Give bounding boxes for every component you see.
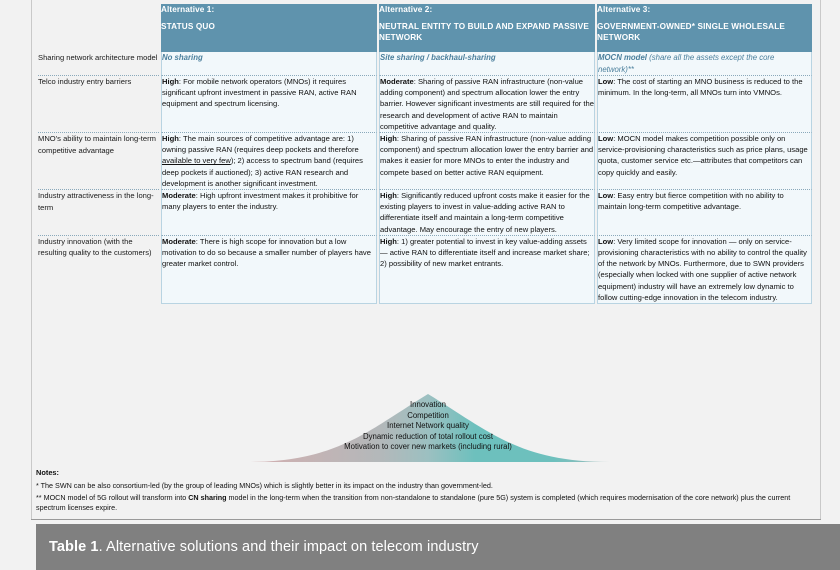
cell-body-pre: : The main sources of competitive advantage are: 1) owning passive RAN (requires deep pockets and therefore xyxy=(162,134,359,155)
cell-body: : The cost of starting an MNO business is reduced to the minimum. In the long-term, all MNOs turn into VMNOs. xyxy=(598,77,803,98)
cell-r3-c1 xyxy=(161,189,377,235)
cell-r0-c1 xyxy=(161,52,377,75)
cell-r4-c2 xyxy=(379,235,595,304)
notes-block xyxy=(36,468,820,515)
note-line-2 xyxy=(36,493,820,514)
cell-lead: High xyxy=(380,236,397,246)
table-header-row xyxy=(38,4,812,52)
caption-label: Table 1 xyxy=(49,539,99,555)
cell-r3-c2 xyxy=(379,189,595,235)
comparison-table xyxy=(36,4,814,304)
cell-body-post: ); 2) access to spectrum band (requires deep pockets if auctioned); 3) active RAN research and development is another significant investment. xyxy=(162,156,363,188)
column-header-alternative-3 xyxy=(597,4,812,52)
cell-lead: High xyxy=(162,134,179,144)
cell-r1-c1 xyxy=(161,75,377,132)
cell-lead: No sharing xyxy=(162,53,203,62)
notes-bottom-rule xyxy=(31,519,821,520)
cell-body: : There is high scope for innovation but a low motivation to do so because a smaller number of players have greater market control. xyxy=(162,236,371,269)
column-eyebrow: Alternative 3: xyxy=(597,5,651,14)
table-row xyxy=(38,132,812,189)
cell-lead: Moderate xyxy=(380,77,414,86)
cell-lead: Low xyxy=(598,236,614,246)
column-eyebrow: Alternative 1: xyxy=(161,5,215,14)
column-title: STATUS QUO xyxy=(161,22,215,31)
diagram-label-1: Competition xyxy=(407,410,449,420)
row-label-entry-barriers: Telco industry entry barriers xyxy=(38,75,159,132)
cell-r2-c2 xyxy=(379,132,595,189)
column-eyebrow: Alternative 2: xyxy=(379,5,433,14)
cell-body: : Very limited scope for innovation — only on service-provisioning characteristics with no ability to control the quality of the network by MNOs. Furthermore, due to SWN providers (especially when locked with one supplier of active network equipment) industry will have an extremely low dynamic to follow cutting-edge innovation in the telecom industry. xyxy=(598,236,807,302)
left-column-rule xyxy=(31,0,32,520)
cell-lead: Moderate xyxy=(162,191,196,201)
cell-lead: Site sharing / backhaul-sharing xyxy=(380,53,496,62)
right-column-rule xyxy=(820,0,821,520)
cell-r0-c3 xyxy=(597,52,812,75)
notes-title: Notes: xyxy=(36,468,59,477)
cell-r3-c3 xyxy=(597,189,812,235)
cell-r0-c2 xyxy=(379,52,595,75)
cell-lead: High xyxy=(380,134,397,144)
diagram-label-3: Dynamic reduction of total rollout cost xyxy=(362,431,493,441)
cell-body: : Easy entry but fierce competition with no ability to maintain long-term competitive advantage. xyxy=(598,191,784,212)
cell-body: : High upfront investment makes it prohibitive for many players to enter the industry. xyxy=(162,191,359,212)
cell-body: : 1) greater potential to invest in key value-adding assets — active RAN to differentiate itself and increase market share; 2) possibility of new market entrants. xyxy=(380,236,590,269)
row-label-mno-advantage: MNO's ability to maintain long-term competitive advantage xyxy=(38,132,159,189)
table-row xyxy=(38,52,812,75)
caption-text: . Alternative solutions and their impact on telecom industry xyxy=(98,539,479,555)
cell-body: : For mobile network operators (MNOs) it requires significant upfront investment in passive RAN, active RAN equipment and spectrum licensing. xyxy=(162,77,357,109)
cell-body-underlined: available to very few xyxy=(162,156,231,166)
triangle-path xyxy=(36,394,820,462)
table-caption-bar xyxy=(36,524,840,570)
row-label-sharing-model: Sharing network architecture model xyxy=(38,53,158,62)
cell-body: : MOCN model makes competition possible only on service-provisioning characteristics such as price plans, usage quota, customer service etc.—attributes that competitors can copy quickly and easily. xyxy=(598,134,808,177)
cell-lead: High xyxy=(162,77,179,86)
cell-body: : Sharing of passive RAN infrastructure (non-value adding component) and spectrum allocation lower the entry barrier and makes it easier for more MNOs to enter the industry and compete based on better active RAN equipment. xyxy=(380,134,594,177)
gradient-triangle-shape xyxy=(36,392,820,464)
cell-lead: High xyxy=(380,191,397,201)
table-row xyxy=(38,189,812,235)
cell-lead: Low xyxy=(598,77,614,86)
cell-lead: MOCN model xyxy=(598,53,647,62)
cell-r2-c1 xyxy=(161,132,377,189)
note-2-post: model in the long-term when the transition from non-standalone to standalone (pure 5G) system is completed (which requires modernisation of the core network) plus the current spectrum licenses expire. xyxy=(36,492,791,513)
column-header-alternative-2 xyxy=(379,4,595,52)
column-header-alternative-1 xyxy=(161,4,377,52)
diagram-label-2: Internet Network quality xyxy=(387,421,469,431)
diagram-label-0: Innovation xyxy=(410,400,446,409)
benefit-gradient-diagram xyxy=(36,392,820,464)
cell-body: : Sharing of passive RAN infrastructure (non-value adding component) and spectrum allocation lower the entry barrier. However significant investments are still required for the research and development of active RAN to maintain competitive advantage and quality. xyxy=(380,77,594,131)
cell-lead: Moderate xyxy=(162,236,196,246)
table-row xyxy=(38,75,812,132)
cell-lead: Low xyxy=(598,134,614,144)
cell-r2-c3 xyxy=(597,132,812,189)
row-label-attractiveness: Industry attractiveness in the long-term xyxy=(38,189,159,235)
cell-r1-c3 xyxy=(597,75,812,132)
cell-r4-c3 xyxy=(597,235,812,304)
cell-lead: Low xyxy=(598,191,614,201)
cell-body: (share all the assets except the core network)** xyxy=(598,53,775,74)
note-2-bold: CN sharing xyxy=(188,492,227,502)
cell-body: : Significantly reduced upfront costs make it easier for the existing players to invest in value-adding active RAN to differentiate itself and maintain a long-term competitive advantage. May encourage the entry of new players. xyxy=(380,191,590,234)
column-title: GOVERNMENT-OWNED* SINGLE WHOLESALE NETWORK xyxy=(597,22,785,42)
row-label-innovation: Industry innovation (with the resulting quality to the customers) xyxy=(38,235,159,304)
cell-r1-c2 xyxy=(379,75,595,132)
cell-r4-c1 xyxy=(161,235,377,304)
note-2-pre: ** MOCN model of 5G rollout will transform into xyxy=(36,492,189,502)
header-corner-blank xyxy=(38,4,159,52)
note-line-1: * The SWN can be also consortium-led (by the group of leading MNOs) which is slightly better in its impact on the industry than government-led. xyxy=(36,480,493,490)
diagram-label-4: Motivation to cover new markets (including rural) xyxy=(344,442,512,452)
table-row xyxy=(38,235,812,304)
column-title: NEUTRAL ENTITY TO BUILD AND EXPAND PASSIVE NETWORK xyxy=(379,22,589,42)
